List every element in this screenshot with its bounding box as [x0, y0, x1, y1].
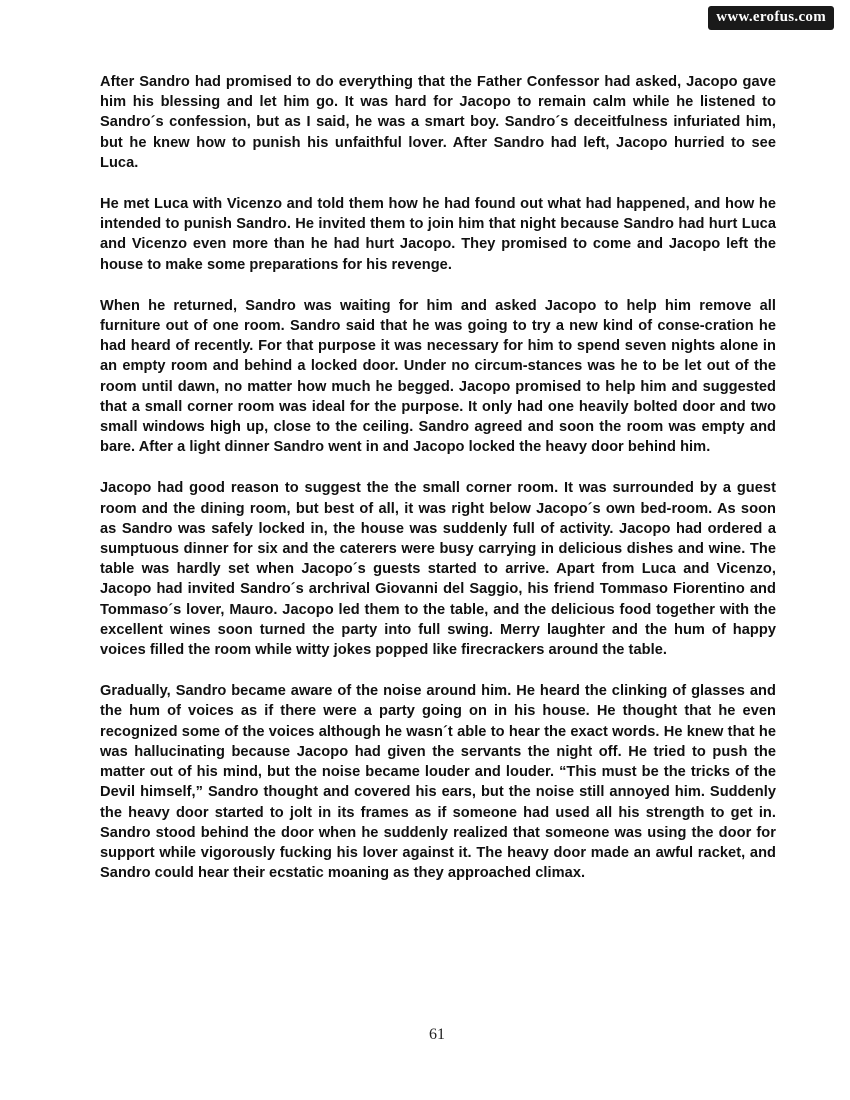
page-number: 61 — [429, 1026, 445, 1043]
paragraph-2: He met Luca with Vicenzo and told them how he had found out what had happened, and how he intended to punish Sandro. He invited them to join him that night because Sandro had hurt Luca and Vicenzo even more than he had hurt Jacopo. They promised to come and Jacopo left the house to make some preparations for his revenge. — [100, 196, 776, 273]
watermark: www.erofus.com — [708, 6, 834, 30]
paragraph-3: When he returned, Sandro was waiting for him and asked Jacopo to help him remove all furniture out of one room. Sandro said that he was going to try a new kind of conse-cration he had heard of recently. For that purpose it was necessary for him to spend seven nights alone in an empty room and behind a locked door. Under no circum-stances was he to be let out of the room until dawn, no matter how much he begged. Jacopo promised to help him and suggested that a small corner room was ideal for the purpose. It only had one heavily bolted door and two small windows high up, close to the ceiling. Sandro agreed and soon the room was empty and bare. After a light dinner Sandro went in and Jacopo locked the heavy door behind him. — [100, 297, 776, 456]
paragraph-1: After Sandro had promised to do everything that the Father Confessor had asked, Jacopo gave him his blessing and let him go. It was hard for Jacopo to remain calm while he listened to Sandro´s confession, but as I said, he was a smart boy. Sandro´s deceitfulness infuriated him, but he knew how to punish his unfaithful lover. After Sandro had left, Jacopo hurried to see Luca. — [100, 74, 776, 171]
paragraph-4: Jacopo had good reason to suggest the the small corner room. It was surrounded by a guest room and the dining room, but best of all, it was right below Jacopo´s own bed-room. As soon as Sandro was safely locked in, the house was suddenly full of activity. Jacopo had ordered a sumptuous dinner for six and the caterers were busy carrying in delicious dishes and wine. The table was hardly set when Jacopo´s guests started to arrive. Apart from Luca and Vicenzo, Jacopo had invited Sandro´s archrival Giovanni del Saggio, his friend Tommaso Fiorentino and Tommaso´s lover, Mauro. Jacopo led them to the table, and the delicious food together with the excellent wines soon turned the party into full swing. Merry laughter and the hum of happy voices filled the room while witty jokes popped like firecrackers around the table. — [100, 480, 776, 659]
page-body — [100, 72, 776, 904]
paragraph-5: Gradually, Sandro became aware of the noise around him. He heard the clinking of glasses and the hum of voices as if there were a party going on in his house. He thought that he even recognized some of the voices although he wasn´t able to hear the exact words. He knew that he was hallucinating because Jacopo had given the servants the night off. He tried to push the matter out of his mind, but the noise became louder and louder. “This must be the tricks of the Devil himself,” Sandro thought and covered his ears, but the noise still annoyed him. Suddenly the heavy door started to jolt in its frames as if someone had used all his strength to get in. Sandro stood behind the door when he suddenly realized that someone was using the door for support while vigorously fucking his lover against it. The heavy door made an awful racket, and Sandro could hear their ecstatic moaning as they approached climax. — [100, 683, 776, 882]
